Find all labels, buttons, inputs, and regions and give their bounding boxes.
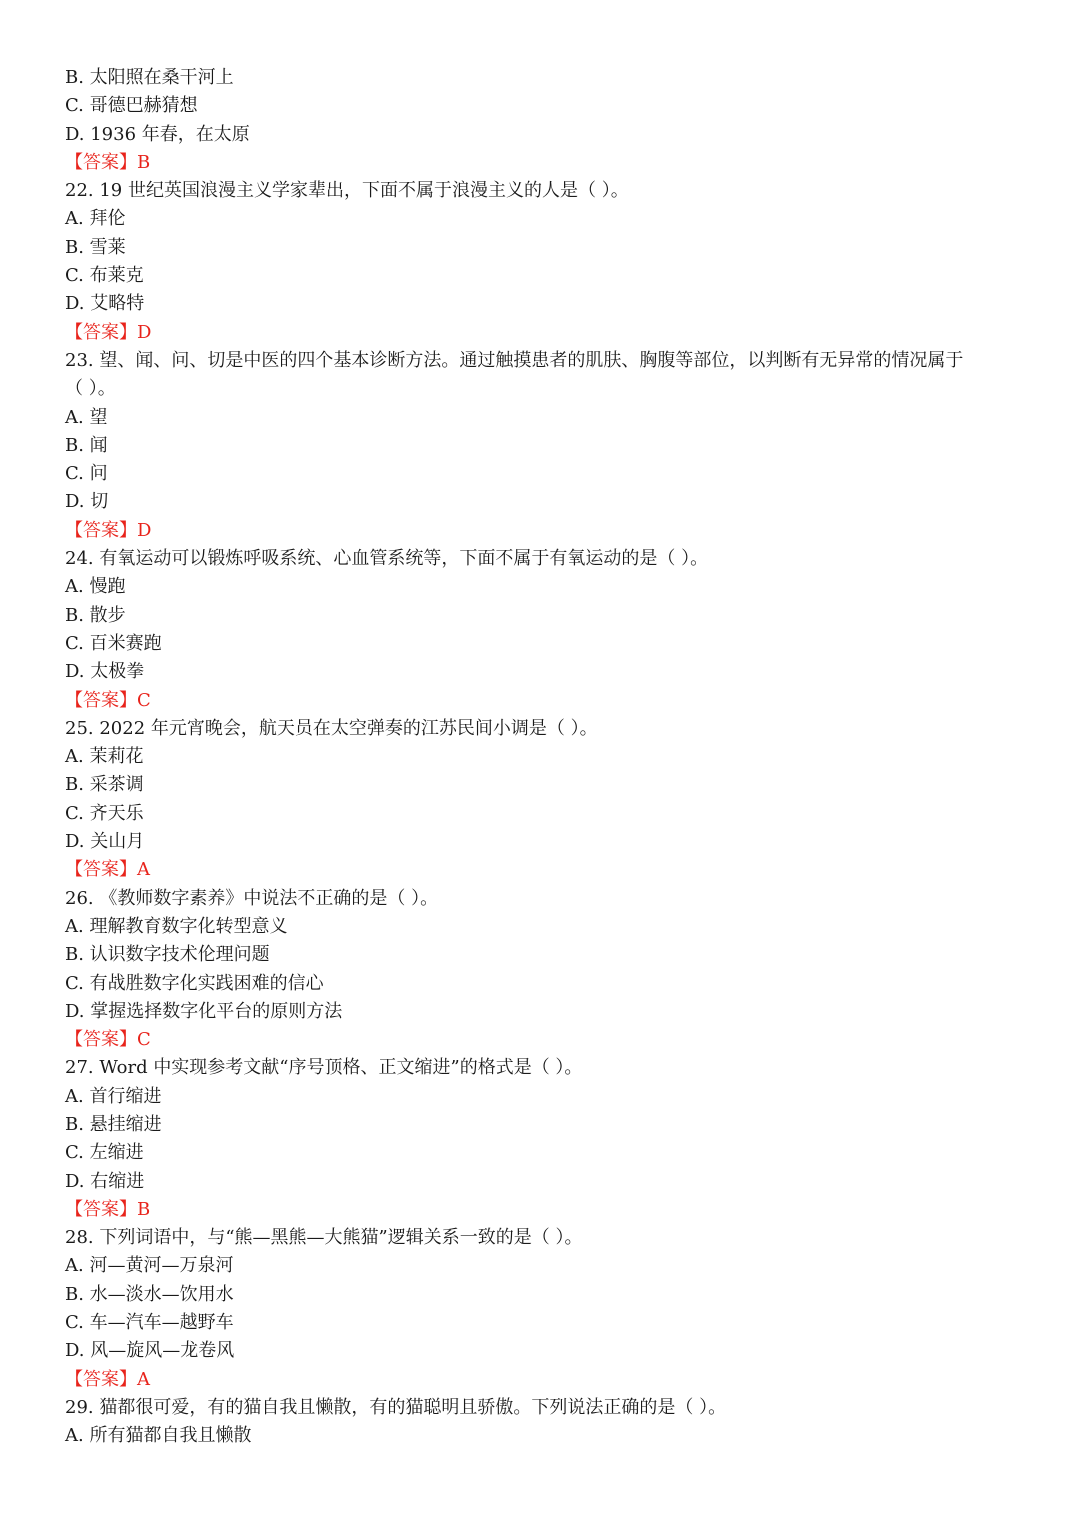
- question-list: [65, 64, 1025, 1451]
- option-line: A. 望: [65, 406, 108, 428]
- question-line: 26. 《教师数字素养》中说法不正确的是（ ）。: [65, 887, 439, 909]
- option-line: C. 有战胜数字化实践困难的信心: [65, 972, 324, 994]
- answer-line: 【答案】B: [65, 1198, 151, 1220]
- option-line: B. 闻: [65, 434, 108, 456]
- option-line: A. 河—黄河—万泉河: [65, 1255, 234, 1277]
- answer-line: 【答案】B: [65, 151, 151, 173]
- option-line: A. 慢跑: [65, 576, 126, 598]
- question-line: 28. 下列词语中，与“熊—黑熊—大熊猫”逻辑关系一致的是（ ）。: [65, 1227, 583, 1249]
- option-line: A. 所有猫都自我且懒散: [65, 1425, 252, 1447]
- question-line: （ ）。: [65, 378, 116, 400]
- option-line: A. 理解教育数字化转型意义: [65, 915, 288, 937]
- option-line: C. 哥德巴赫猜想: [65, 95, 198, 117]
- option-line: D. 艾略特: [65, 293, 145, 315]
- option-line: B. 雪莱: [65, 236, 126, 258]
- option-line: B. 认识数字技术伦理问题: [65, 944, 270, 966]
- answer-line: 【答案】A: [65, 859, 150, 881]
- option-line: A. 拜伦: [65, 208, 126, 230]
- answer-line: 【答案】D: [65, 519, 152, 541]
- option-line: C. 布莱克: [65, 265, 144, 287]
- option-line: B. 水—淡水—饮用水: [65, 1283, 234, 1305]
- option-line: D. 风—旋风—龙卷风: [65, 1340, 235, 1362]
- option-line: C. 车—汽车—越野车: [65, 1312, 234, 1334]
- question-line: 29. 猫都很可爱，有的猫自我且懒散，有的猫聪明且骄傲。下列说法正确的是（ ）。: [65, 1396, 727, 1418]
- question-line: 24. 有氧运动可以锻炼呼吸系统、心血管系统等，下面不属于有氧运动的是（ ）。: [65, 548, 709, 570]
- option-line: D. 掌握选择数字化平台的原则方法: [65, 1000, 343, 1022]
- option-line: B. 太阳照在桑干河上: [65, 67, 234, 88]
- option-line: D. 右缩进: [65, 1170, 145, 1192]
- answer-line: 【答案】C: [65, 689, 151, 711]
- answer-line: 【答案】C: [65, 1029, 151, 1051]
- option-line: D. 关山月: [65, 831, 145, 853]
- option-line: A. 首行缩进: [65, 1085, 162, 1107]
- option-line: B. 散步: [65, 604, 126, 626]
- option-line: B. 采茶调: [65, 774, 144, 796]
- answer-line: 【答案】A: [65, 1368, 150, 1390]
- question-line: 22. 19 世纪英国浪漫主义学家辈出，下面不属于浪漫主义的人是（ ）。: [65, 180, 629, 202]
- question-line: 23. 望、闻、问、切是中医的四个基本诊断方法。通过触摸患者的肌肤、胸腹等部位，以判断有无异常的情况属于: [65, 349, 964, 371]
- question-line: 25. 2022 年元宵晚会，航天员在太空弹奏的江苏民间小调是（ ）。: [65, 717, 598, 739]
- option-line: B. 悬挂缩进: [65, 1113, 162, 1135]
- option-line: C. 百米赛跑: [65, 632, 162, 654]
- option-line: A. 茉莉花: [65, 746, 144, 768]
- option-line: D. 太极拳: [65, 661, 145, 683]
- option-line: C. 左缩进: [65, 1142, 144, 1164]
- answer-line: 【答案】D: [65, 321, 152, 343]
- option-line: C. 齐天乐: [65, 802, 144, 824]
- option-line: D. 1936 年春，在太原: [65, 123, 250, 145]
- option-line: C. 问: [65, 463, 108, 485]
- question-line: 27. Word 中实现参考文献“序号顶格、正文缩进”的格式是（ ）。: [65, 1057, 583, 1079]
- option-line: D. 切: [65, 491, 109, 513]
